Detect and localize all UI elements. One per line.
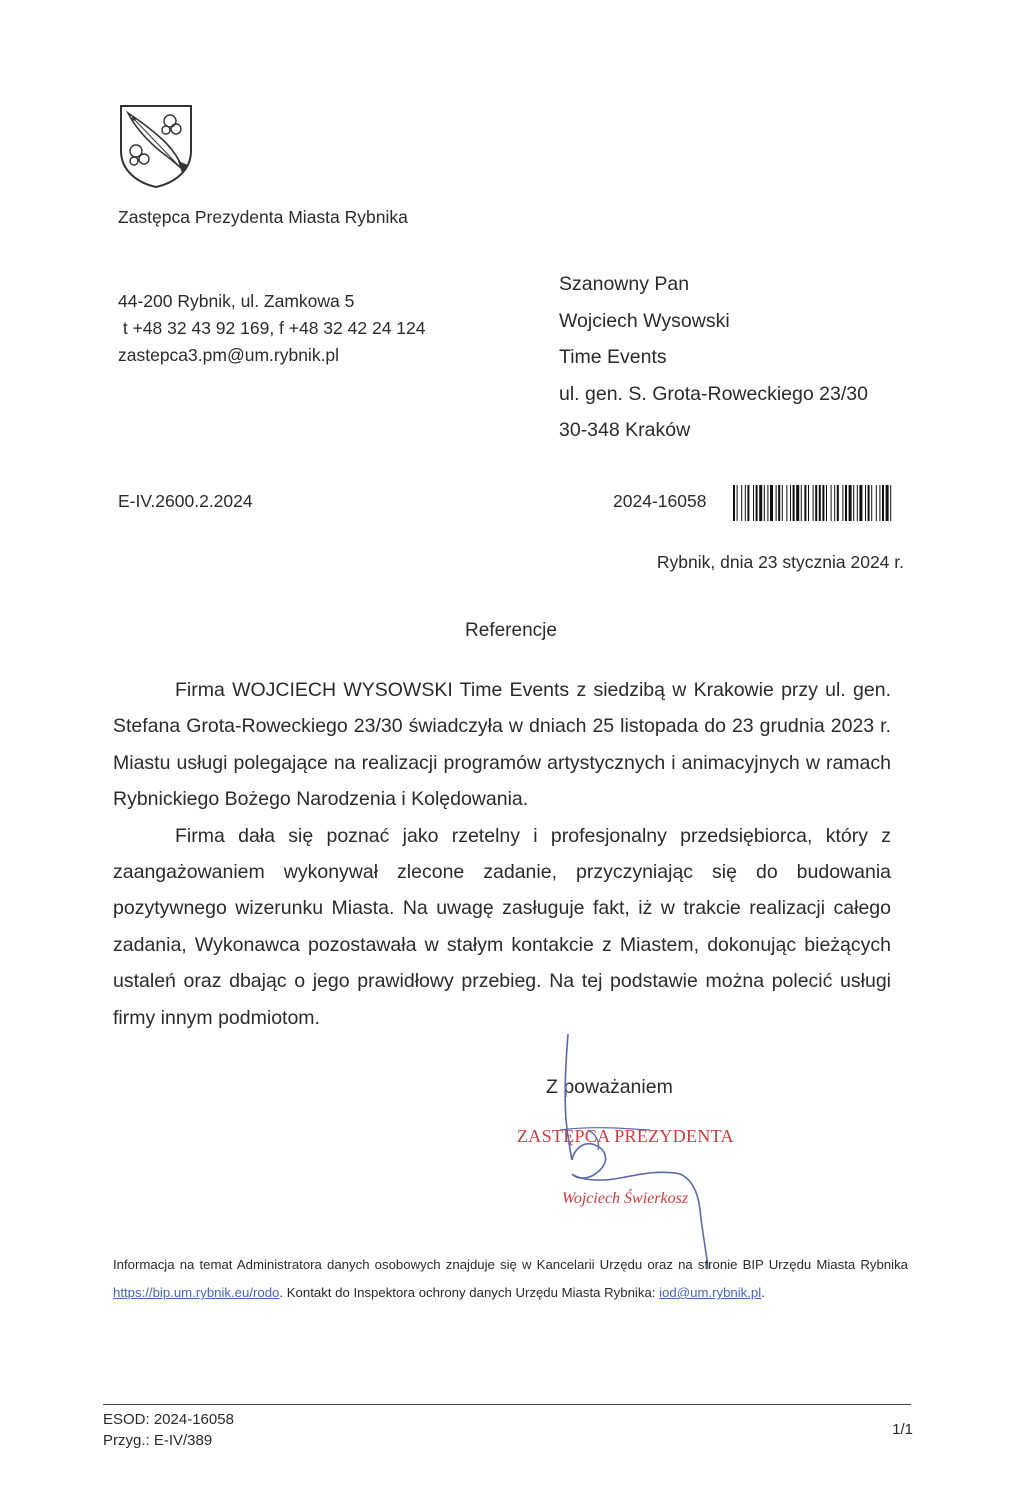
gdpr-note — [113, 1251, 908, 1307]
recipient-city: 30-348 Kraków — [559, 419, 691, 441]
recipient-company: Time Events — [559, 346, 667, 368]
stamp-name: Wojciech Świerkosz — [562, 1190, 689, 1207]
date-line: Rybnik, dnia 23 stycznia 2024 r. — [656, 552, 904, 572]
sender-email-line: zastepca3.pm@um.rybnik.pl — [118, 345, 340, 365]
gdpr-text: Informacja na temat Administratora danych osobowych znajduje się w Kancelarii Urzędu oraz na stronie BIP Urzędu Miasta Rybnika — [113, 1257, 908, 1272]
body-paragraph: Firma dała się poznać jako rzetelny i profesjonalny przedsiębiorca, który z zaangażowaniem wykonywał zlecone zadanie, przyczyniając się do budowania pozytywnego wizerunku Miasta. Na uwagę zasługuje fakt, iż w trakcie realizacji całego zadania, Wykonawca pozostawała w stałym kontakcie z Miastem, dokonując bieżących ustaleń oraz dbając o jego prawidłowy przebieg. Na tej podstawie można polecić usługi firmy innym podmiotom. — [113, 824, 891, 1029]
letter-body — [113, 672, 891, 1036]
recipient-salutation: Szanowny Pan — [559, 273, 690, 295]
handwritten-signature-icon — [530, 1030, 730, 1270]
body-paragraph: Firma WOJCIECH WYSOWSKI Time Events z siedzibą w Krakowie przy ul. gen. Stefana Grota-Roweckiego 23/30 świadczyła w dniach 25 listopada do 23 grudnia 2023 r. Miastu usługi polegające na realizacji programów artystycznych i animacyjnych w ramach Rybnickiego Bożego Narodzenia i Kolędowania. — [113, 679, 891, 811]
rybnik-coat-of-arms-icon — [118, 103, 194, 189]
stamp-title: ZASTĘPCA PREZYDENTA — [517, 1126, 734, 1146]
sender-address — [118, 288, 426, 369]
sender-phone-line: t +48 32 43 92 169, f +48 32 42 24 124 — [118, 318, 426, 338]
sender-title: Zastępca Prezydenta Miasta Rybnika — [118, 207, 408, 227]
gdpr-text: . — [761, 1285, 765, 1300]
footer-meta — [103, 1409, 234, 1451]
gdpr-text: . Kontakt do Inspektora ochrony danych Urzędu Miasta Rybnika: — [279, 1285, 660, 1300]
recipient-block — [559, 266, 868, 449]
sender-address-line: 44-200 Rybnik, ul. Zamkowa 5 — [118, 291, 355, 311]
case-number: E-IV.2600.2.2024 — [118, 491, 253, 511]
esod-number: ESOD: 2024-16058 — [103, 1411, 234, 1428]
registry-number: 2024-16058 — [613, 491, 707, 511]
recipient-name: Wojciech Wysowski — [559, 309, 730, 332]
document-title: Referencje — [465, 620, 557, 641]
page-count: 1/1 — [892, 1421, 913, 1438]
prepared-by: Przyg.: E-IV/389 — [103, 1432, 213, 1449]
iod-email-link[interactable]: iod@um.rybnik.pl — [659, 1285, 762, 1300]
barcode-icon — [733, 485, 895, 521]
recipient-street: ul. gen. S. Grota-Roweckiego 23/30 — [559, 382, 868, 405]
footer-divider — [103, 1404, 911, 1405]
closing-phrase: Z poważaniem — [546, 1076, 673, 1098]
bip-rodo-link[interactable]: https://bip.um.rybnik.eu/rodo — [113, 1285, 280, 1300]
